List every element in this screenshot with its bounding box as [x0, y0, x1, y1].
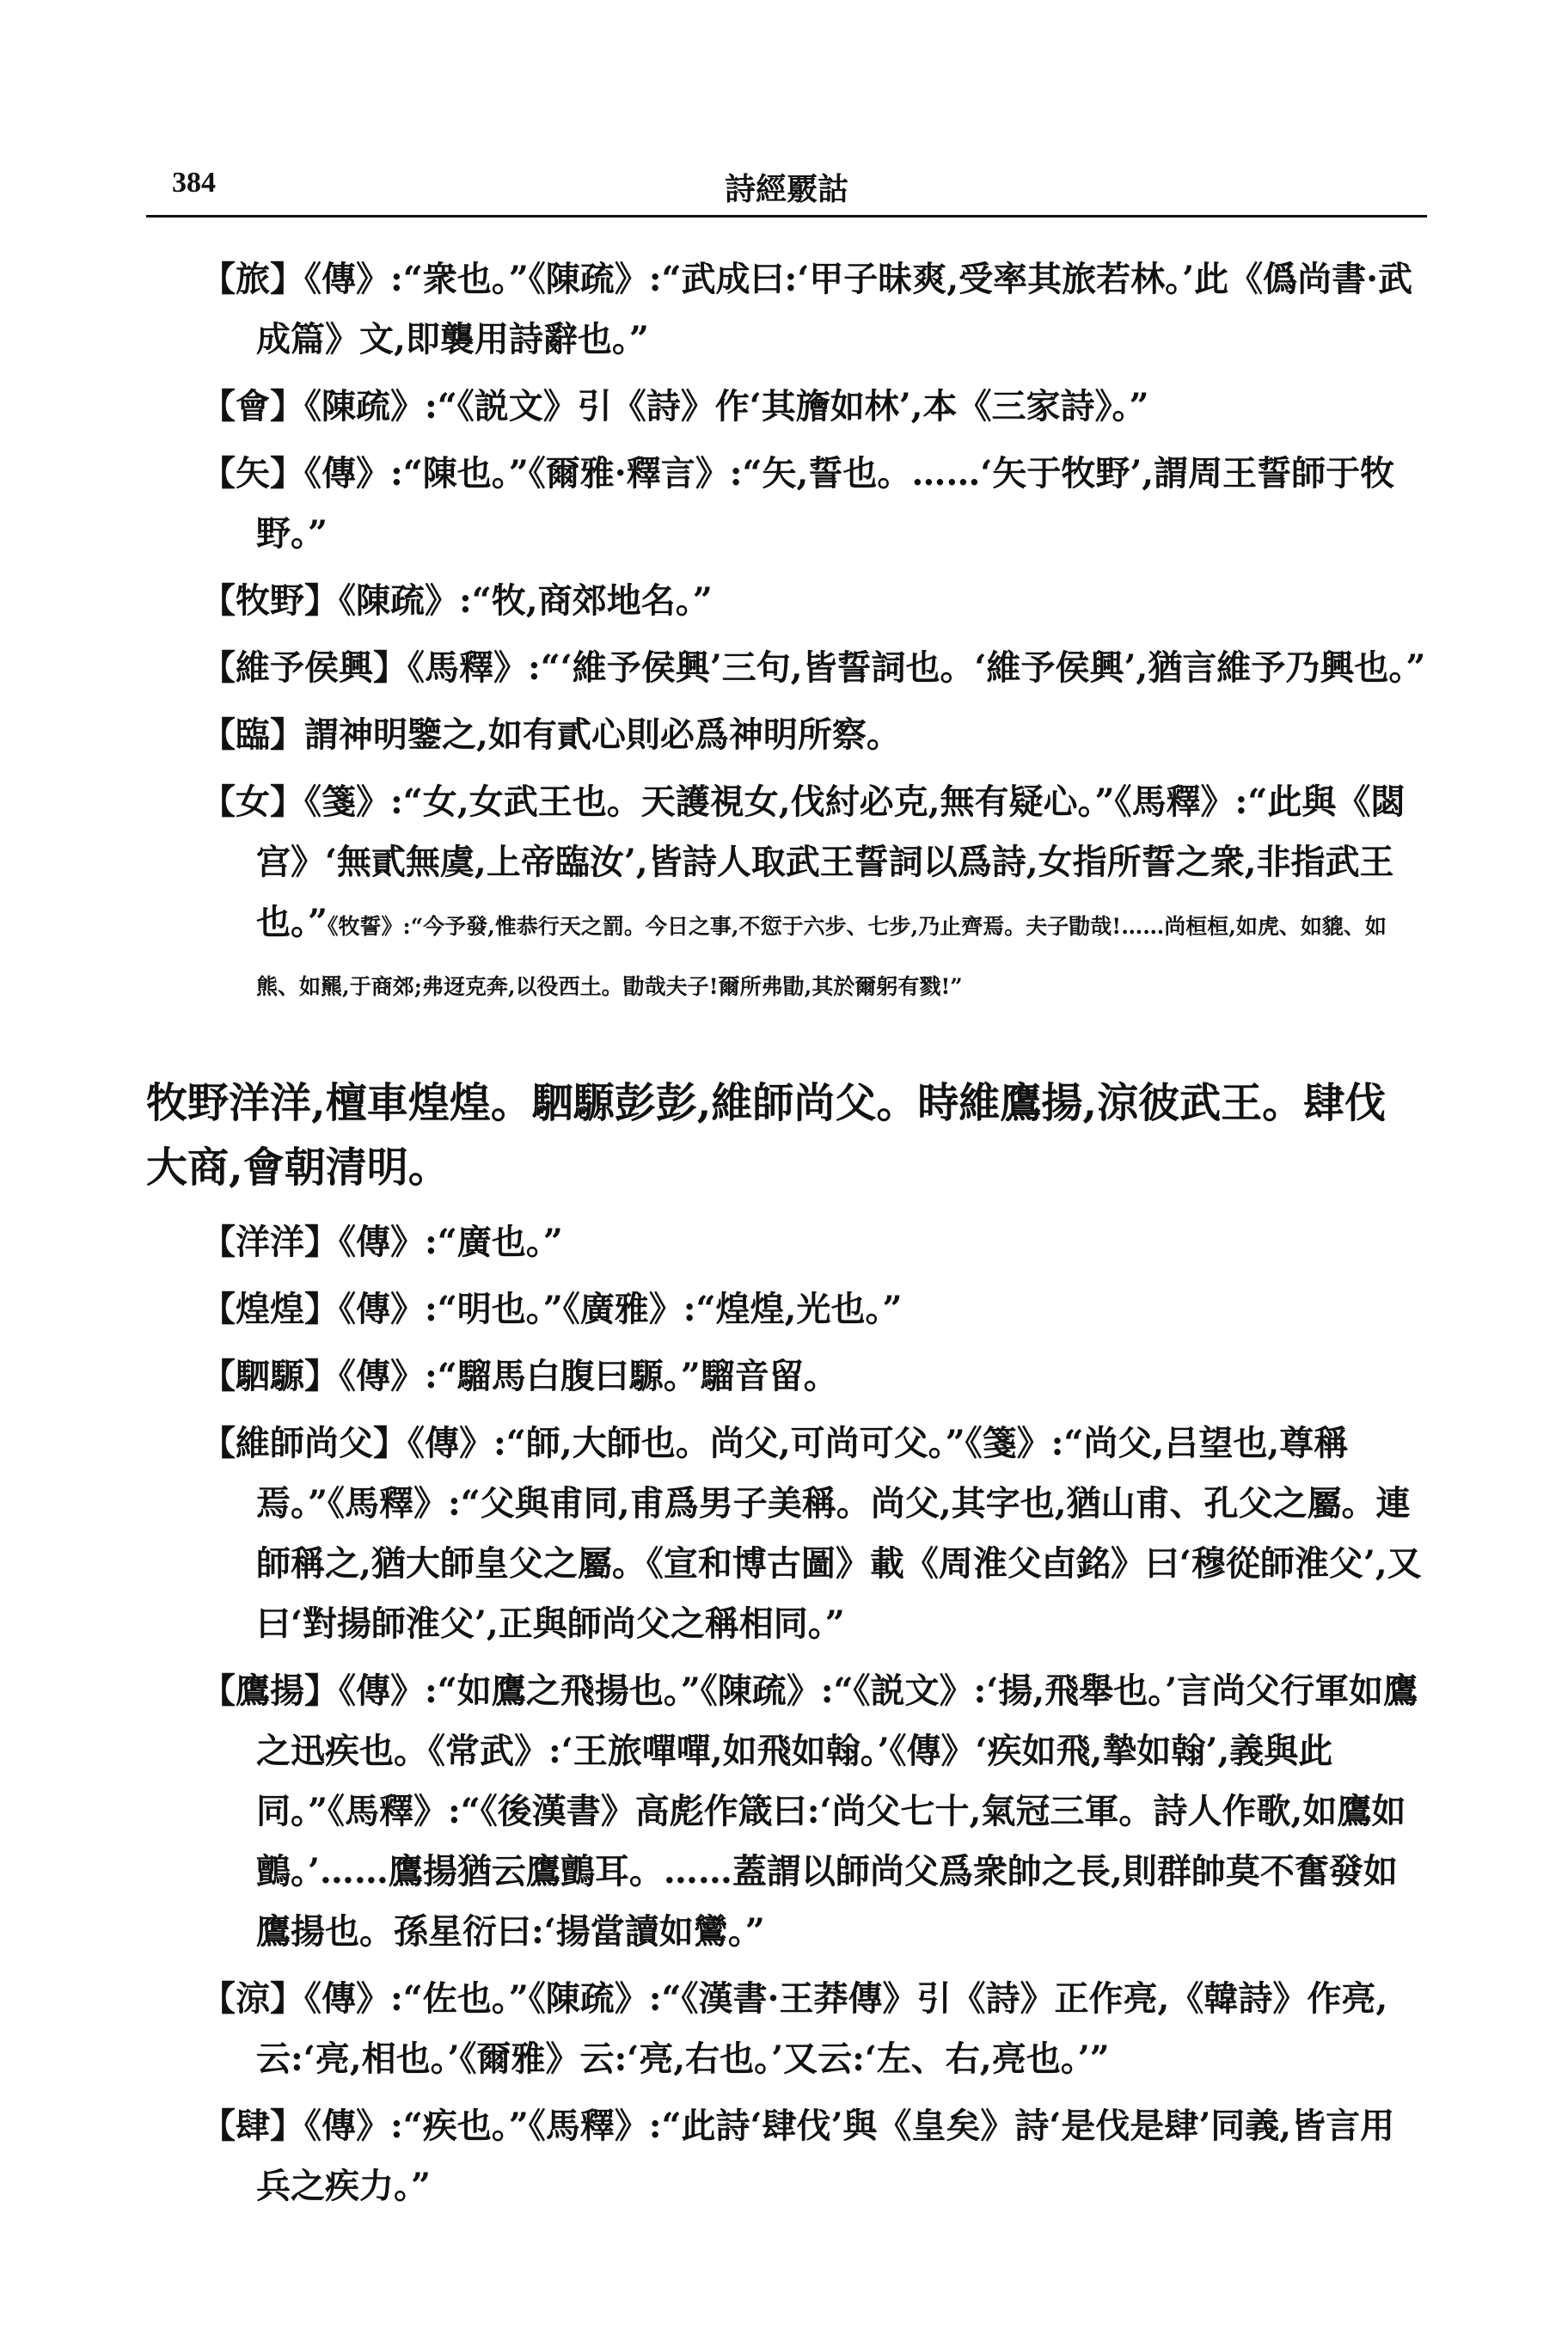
- annotation-nu-subnote: 《牧誓》:“今予發,惟恭行天之罰。今日之事,不愆于六步、七步,乃止齊焉。夫子勖哉!……尚桓桓,如虎、如貔、如熊、如羆,于商郊;弗迓克奔,以役西土。勖哉夫子!爾所弗勖,其於爾躬有戮!”: [256, 914, 1387, 999]
- annotation-yingyang: 【鷹揚】《傳》:“如鷹之飛揚也。”《陳疏》:“《説文》:‘揚,飛舉也。’言尚父行軍如鷹之迅疾也。《常武》:‘王旅嘽嘽,如飛如翰。’《傳》‘疾如飛,摯如翰’,義與此同。”《馬釋》:“《後漢書》高彪作箴曰:‘尚父七十,氣冠三軍。詩人作歌,如鷹如鸇。’……鷹揚猶云鷹鸇耳。……蓋謂以師尚父爲衆帥之長,則群帥莫不奮發如鷹揚也。孫星衍曰:‘揚當讀如鸞。”: [201, 1671, 1418, 1952]
- annotation-siyuan: 【駟騵】《傳》:“騮馬白腹曰騵。”騮音留。: [201, 1356, 838, 1396]
- annotation-weiyu-houxing: 【維予侯興】《馬釋》:“‘維予侯興’三句,皆誓詞也。‘維予侯興’,猶言維予乃興也。”: [201, 647, 1426, 688]
- annotation-hui: 【會】《陳疏》:“《説文》引《詩》作‘其旝如林’,本《三家詩》。”: [201, 386, 1149, 426]
- page-number: 384: [172, 167, 216, 199]
- poem-verse: 牧野洋洋,檀車煌煌。駟騵彭彭,維師尚父。時維鷹揚,涼彼武王。肆伐大商,會朝清明。: [146, 1079, 1387, 1192]
- annotation-lu: 【旅】《傳》:“衆也。”《陳疏》:“武成曰:‘甲子昧爽,受率其旅若林。’此《僞尚書·武成篇》文,即襲用詩辭也。”: [201, 259, 1413, 359]
- page-header: [146, 155, 1427, 218]
- annotation-liang: 【涼】《傳》:“佐也。”《陳疏》:“《漢書·王莽傳》引《詩》正作亮,《韓詩》作亮,云:‘亮,相也。’《爾雅》云:‘亮,右也。’又云:‘左、右,亮也。’”: [201, 1978, 1388, 2079]
- notes-group-2: [146, 1212, 1427, 2216]
- annotation-si: 【肆】《傳》:“疾也。”《馬釋》:“此詩‘肆伐’與《皇矣》詩‘是伐是肆’同義,皆言用兵之疾力。”: [201, 2106, 1395, 2206]
- page-body: [146, 249, 1427, 2223]
- annotation-muye: 【牧野】《陳疏》:“牧,商郊地名。”: [201, 580, 713, 621]
- annotation-shi: 【矢】《傳》:“陳也。”《爾雅·釋言》:“矢,誓也。……‘矢于牧野’,謂周王誓師于牧野。”: [201, 453, 1395, 554]
- annotation-nu: 【女】《箋》:“女,女武王也。天護視女,伐紂必克,無有疑心。”《馬釋》:“此與《閟宫》‘無貳無虞,上帝臨汝’,皆詩人取武王誓詞以爲詩,女指所誓之衆,非指武王也。”《牧誓》:“今予發,惟恭行天之罰。今日之事,不愆于六步、七步,乃止齊焉。夫子勖哉!……尚桓桓,如虎、如貔、如熊、如羆,于商郊;弗迓克奔,以役西土。勖哉夫子!爾所弗勖,其於爾躬有戮!”: [201, 782, 1406, 999]
- annotation-weishi-shangfu: 【維師尚父】《傳》:“師,大師也。尚父,可尚可父。”《箋》:“尚父,吕望也,尊稱焉。”《馬釋》:“父與甫同,甫爲男子美稱。尚父,其字也,猶山甫、孔父之屬。連師稱之,猶大師皇父之屬。《宣和博古圖》載《周淮父卣銘》曰‘穆從師淮父’,又曰‘對揚師淮父’,正與師尚父之稱相同。”: [201, 1423, 1422, 1644]
- running-title: 詩經覈詁: [724, 171, 848, 207]
- annotation-yangyang: 【洋洋】《傳》:“廣也。”: [201, 1222, 563, 1262]
- annotation-lin: 【臨】謂神明鑒之,如有貳心則必爲神明所察。: [201, 714, 901, 755]
- notes-group-1: [146, 249, 1427, 1013]
- annotation-huanghuang: 【煌煌】《傳》:“明也。”《廣雅》:“煌煌,光也。”: [201, 1289, 903, 1329]
